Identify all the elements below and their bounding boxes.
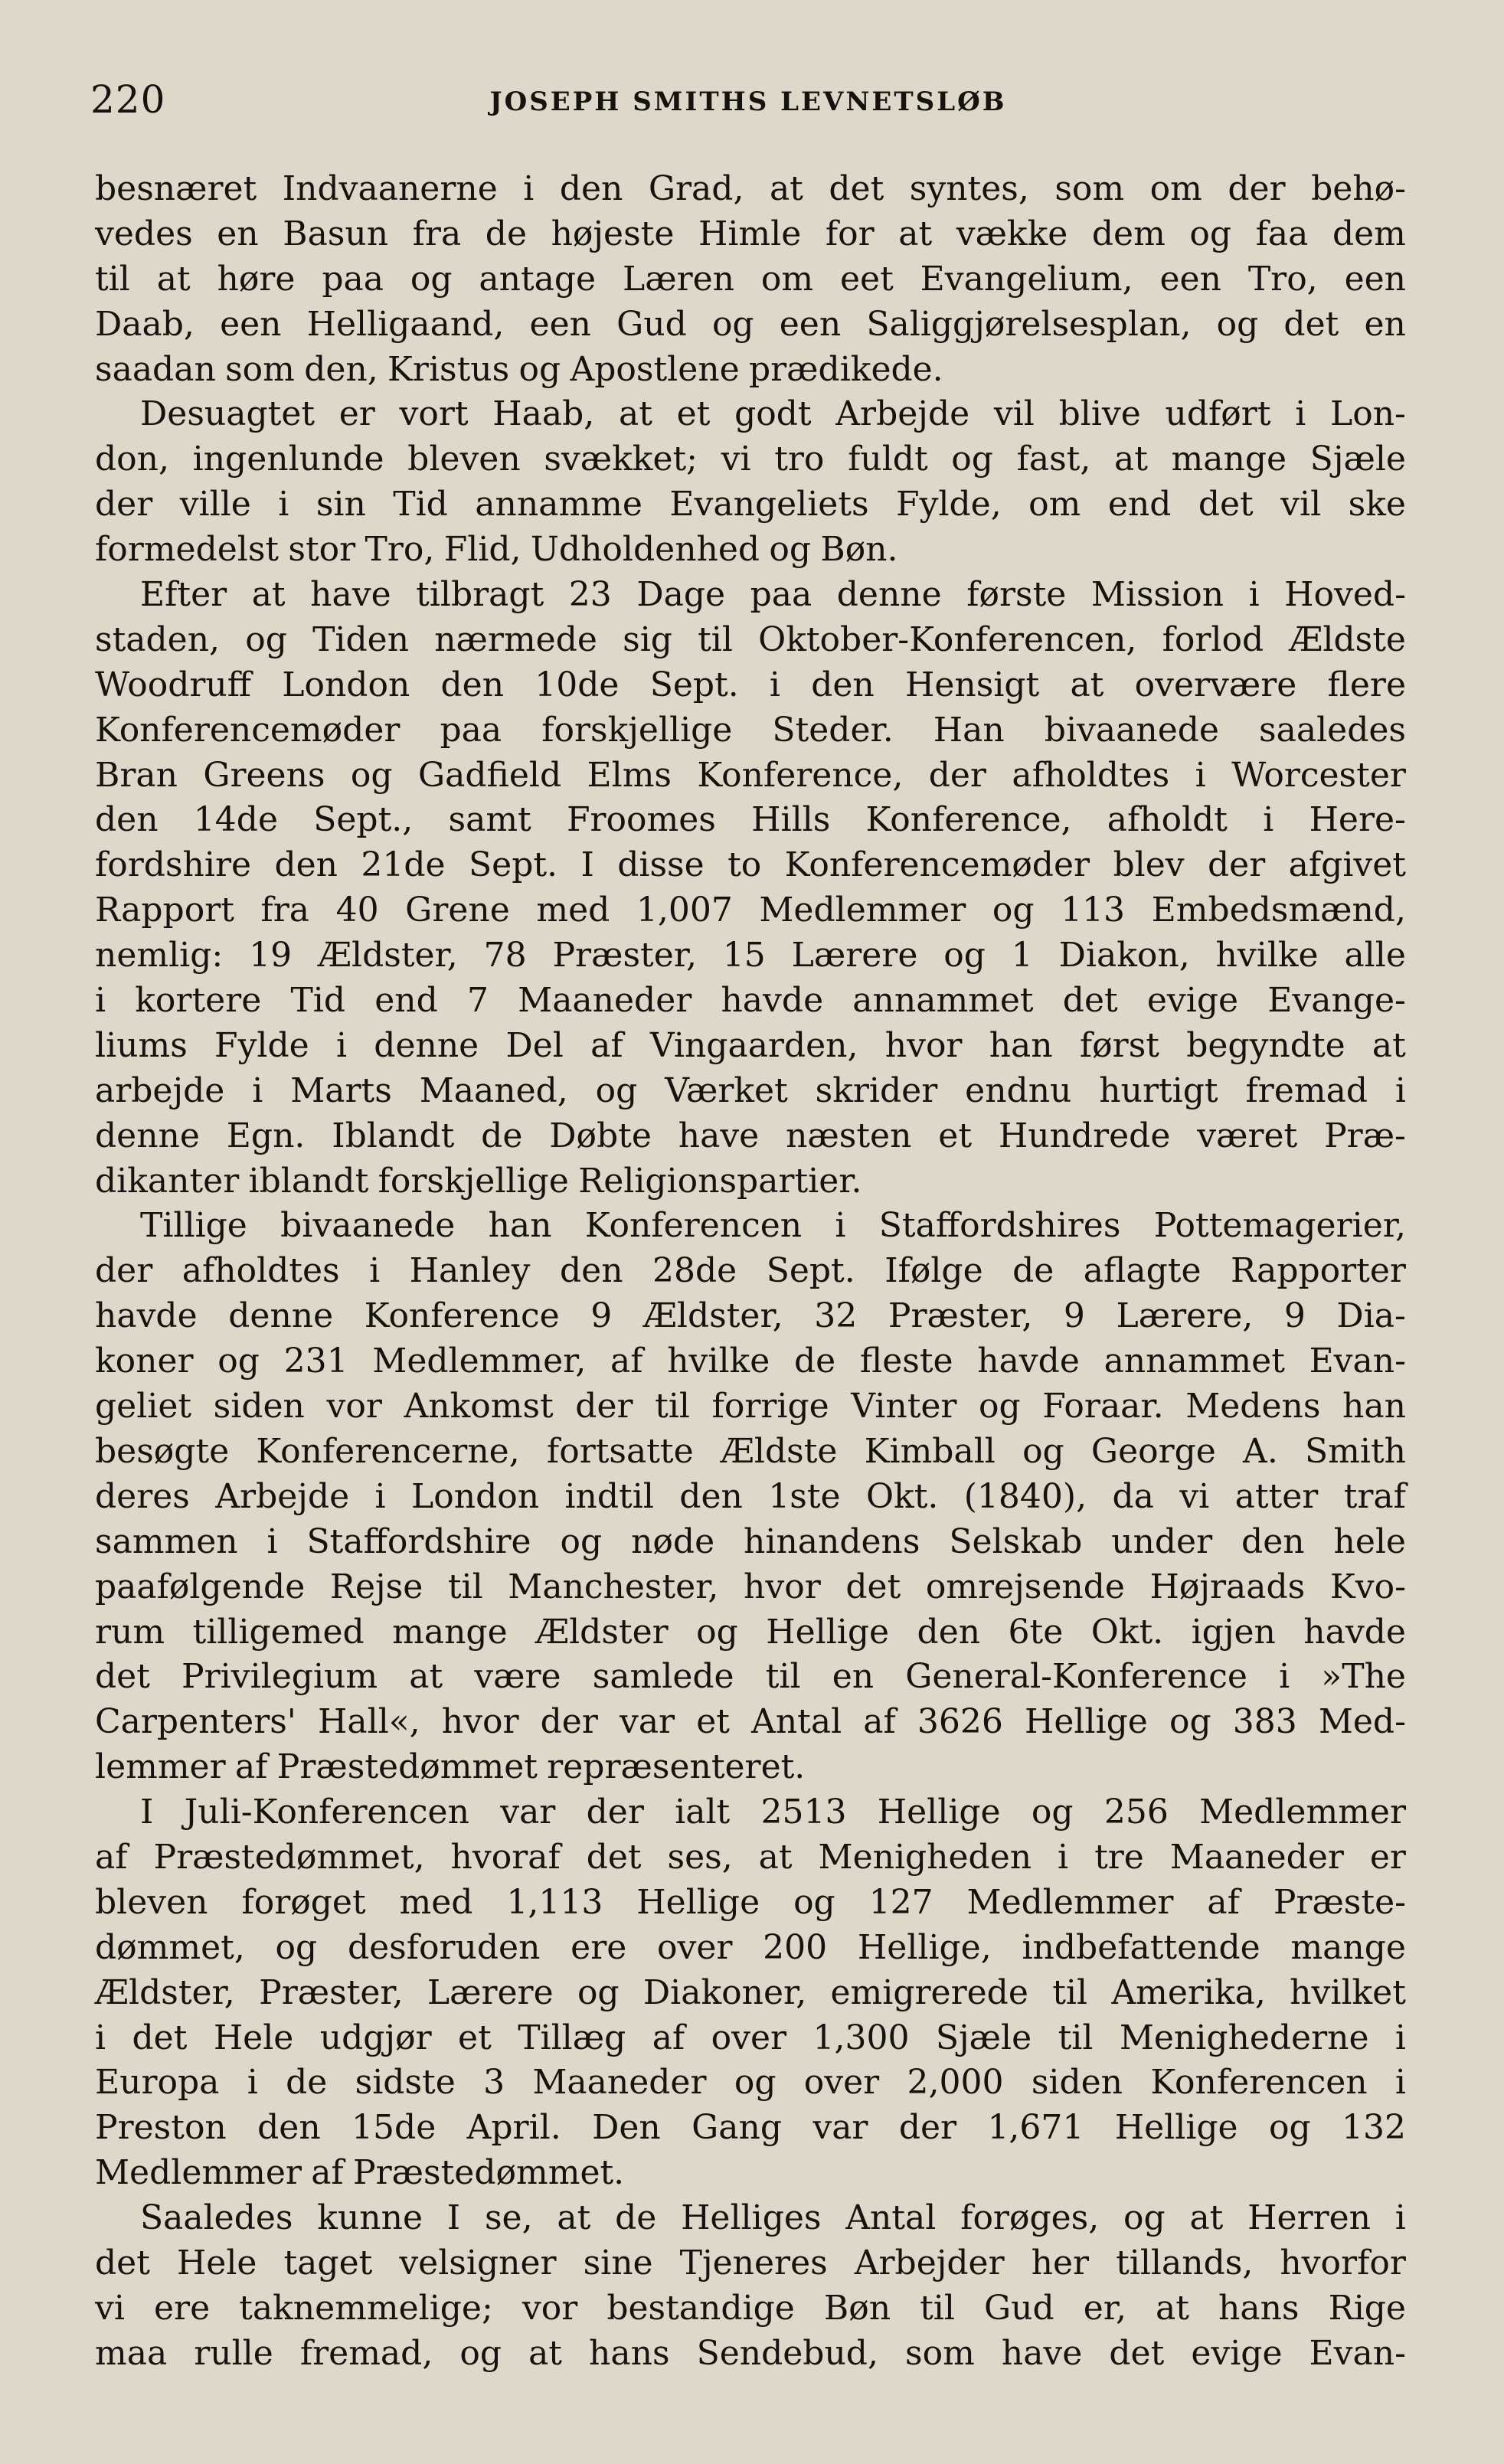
text-line: fordshire den 21de Sept. I disse to Konferencemøder blev der afgivet	[95, 845, 1406, 885]
text-line: staden, og Tiden nærmede sig til Oktober-Konferencen, forlod Ældste	[95, 619, 1406, 659]
text-line: havde denne Konference 9 Ældster, 32 Præster, 9 Lærere, 9 Dia-	[95, 1296, 1406, 1336]
text-line: den 14de Sept., samt Froomes Hills Konference, afholdt i Here-	[95, 800, 1406, 840]
text-line: arbejde i Marts Maaned, og Værket skrider endnu hurtigt fremad i	[95, 1070, 1406, 1110]
text-line: geliet siden vor Ankomst der til forrige Vinter og Foraar. Medens han	[95, 1387, 1406, 1426]
text-line: Woodruff London den 10de Sept. i den Hensigt at overvære flere	[95, 665, 1406, 704]
text-line: i kortere Tid end 7 Maaneder havde annammet det evige Evange-	[95, 981, 1406, 1021]
text-line: Rapport fra 40 Grene med 1,007 Medlemmer og 113 Embedsmænd,	[95, 891, 1406, 930]
page-header	[90, 77, 1406, 123]
text-line: formedelst stor Tro, Flid, Udholdenhed og Bøn.	[95, 530, 898, 570]
text-line: lemmer af Præstedømmet repræsenteret.	[95, 1747, 806, 1787]
text-line: Preston den 15de April. Den Gang var der 1,671 Hellige og 132	[95, 2108, 1406, 2148]
text-line: I Juli-Konferencen var der ialt 2513 Hellige og 256 Medlemmer	[140, 1792, 1406, 1832]
text-line: besøgte Konferencerne, fortsatte Ældste Kimball og George A. Smith	[95, 1431, 1406, 1471]
text-line: til at høre paa og antage Læren om eet Evangelium, een Tro, een	[95, 259, 1406, 299]
text-line: Konferencemøder paa forskjellige Steder. Han bivaanede saaledes	[95, 710, 1406, 750]
text-line: koner og 231 Medlemmer, af hvilke de fleste havde annammet Evan-	[95, 1341, 1406, 1381]
text-line: Bran Greens og Gadfield Elms Konference, der afholdtes i Worcester	[95, 755, 1406, 795]
text-line: vi ere taknemmelige; vor bestandige Bøn til Gud er, at hans Rige	[95, 2288, 1406, 2328]
text-line: det Privilegium at være samlede til en General-Konference i »The	[95, 1657, 1406, 1697]
text-line: det Hele taget velsigner sine Tjeneres Arbejder her tillands, hvorfor	[95, 2243, 1406, 2283]
text-line: liums Fylde i denne Del af Vingaarden, hvor han først begyndte at	[95, 1025, 1406, 1065]
text-line: don, ingenlunde bleven svækket; vi tro fuldt og fast, at mange Sjæle	[95, 440, 1406, 479]
text-line: vedes en Basun fra de højeste Himle for at vække dem og faa dem	[95, 214, 1406, 253]
text-line: Desuagtet er vort Haab, at et godt Arbejde vil blive udført i Lon-	[140, 394, 1406, 434]
text-line: denne Egn. Iblandt de Døbte have næsten et Hundrede været Præ-	[95, 1116, 1406, 1155]
text-line: sammen i Staffordshire og nøde hinandens Selskab under den hele	[95, 1521, 1406, 1561]
text-line: Europa i de sidste 3 Maaneder og over 2,000 siden Konferencen i	[95, 2063, 1406, 2103]
body-text	[95, 167, 1406, 2377]
text-line: der afholdtes i Hanley den 28de Sept. Ifølge de aflagte Rapporter	[95, 1251, 1406, 1291]
text-line: dømmet, og desforuden ere over 200 Hellige, indbefattende mange	[95, 1927, 1406, 1967]
text-line: Medlemmer af Præstedømmet.	[95, 2153, 625, 2193]
text-line: dikanter iblandt forskjellige Religionspartier.	[95, 1161, 862, 1201]
text-line: Ældster, Præster, Lærere og Diakoner, emigrerede til Amerika, hvilket	[95, 1972, 1406, 2012]
text-line: Carpenters' Hall«, hvor der var et Antal af 3626 Hellige og 383 Med-	[95, 1702, 1406, 1742]
text-line: Efter at have tilbragt 23 Dage paa denne første Mission i Hoved-	[140, 575, 1406, 615]
page-number: 220	[90, 77, 166, 122]
text-line: besnæret Indvaanerne i den Grad, at det syntes, som om der behø-	[95, 169, 1406, 208]
text-line: saadan som den, Kristus og Apostlene prædikede.	[95, 349, 943, 389]
text-line: rum tilligemed mange Ældster og Hellige den 6te Okt. igjen havde	[95, 1612, 1406, 1652]
text-line: deres Arbejde i London indtil den 1ste Okt. (1840), da vi atter traf	[95, 1476, 1406, 1516]
text-line: af Præstedømmet, hvoraf det ses, at Menigheden i tre Maaneder er	[95, 1837, 1406, 1877]
text-line: Tillige bivaanede han Konferencen i Staffordshires Pottemagerier,	[140, 1206, 1406, 1246]
text-line: Saaledes kunne I se, at de Helliges Antal forøges, og at Herren i	[140, 2198, 1406, 2238]
text-line: Daab, een Helligaand, een Gud og een Saliggjørelsesplan, og det en	[95, 304, 1406, 344]
text-line: maa rulle fremad, og at hans Sendebud, som have det evige Evan-	[95, 2333, 1406, 2373]
text-line: nemlig: 19 Ældster, 78 Præster, 15 Lærere og 1 Diakon, hvilke alle	[95, 936, 1406, 975]
text-line: i det Hele udgjør et Tillæg af over 1,300 Sjæle til Menighederne i	[95, 2018, 1406, 2057]
text-line: paafølgende Rejse til Manchester, hvor det omrejsende Højraads Kvo-	[95, 1567, 1406, 1606]
text-line: der ville i sin Tid annamme Evangeliets Fylde, om end det vil ske	[95, 485, 1406, 524]
text-line: bleven forøget med 1,113 Hellige og 127 Medlemmer af Præste-	[95, 1882, 1406, 1922]
running-title: JOSEPH SMITHS LEVNETSLØB	[489, 87, 1007, 117]
